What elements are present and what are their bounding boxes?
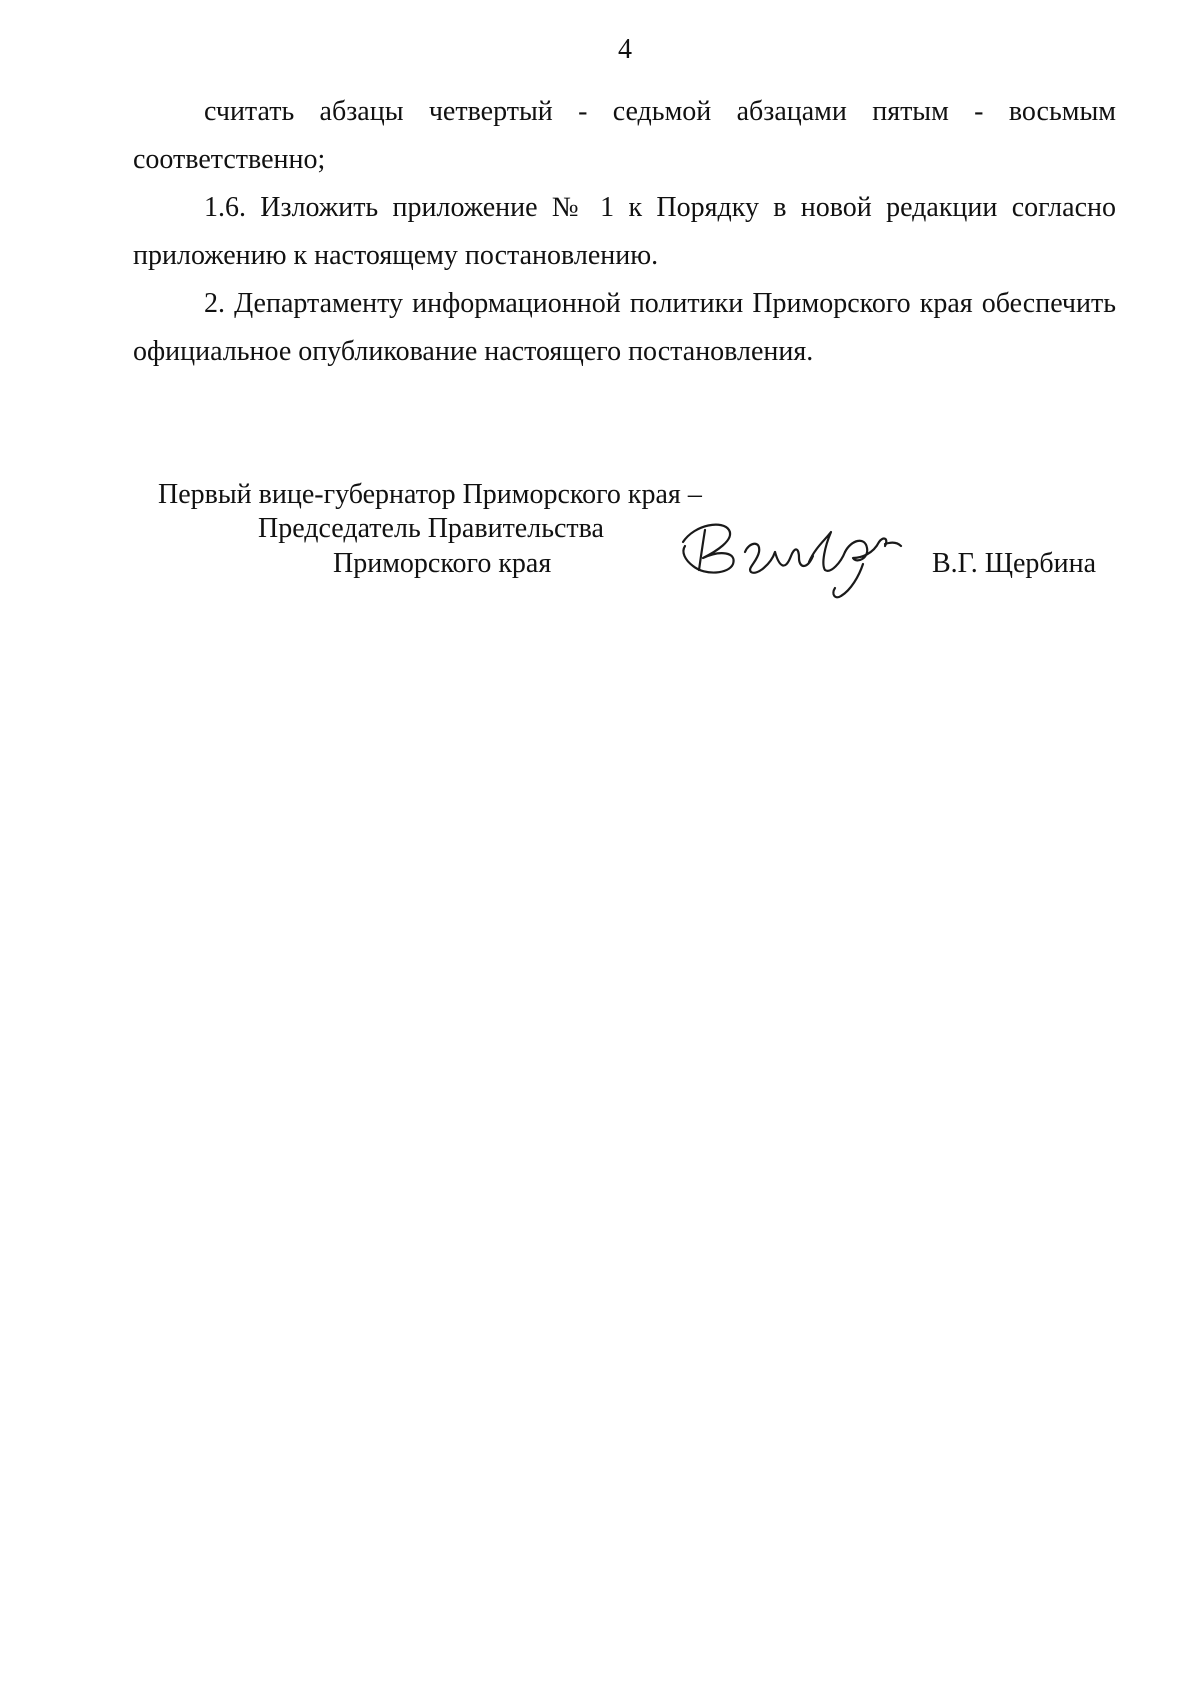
signer-title-line-1: Первый вице-губернатор Приморского края – [158, 479, 702, 510]
paragraph-1-6: 1.6. Изложить приложение № 1 к Порядку в новой редакции согласно приложению к настоящему постановлению. [133, 192, 1116, 271]
paragraph-renumbering: считать абзацы четвертый - седьмой абзацами пятым - восьмым соответственно; [133, 96, 1116, 175]
signature-strokes [683, 525, 901, 598]
signer-title-line-3: Приморского края [333, 548, 552, 579]
signer-name: В.Г. Щербина [932, 548, 1097, 579]
signature-block [0, 470, 1200, 610]
page-number: 4 [618, 34, 632, 65]
signer-title-line-2: Председатель Правительства [258, 513, 604, 544]
paragraph-2: 2. Департаменту информационной политики Приморского края обеспечить официальное опубликование настоящего постановления. [133, 288, 1116, 367]
handwritten-signature [675, 512, 915, 602]
document-body [133, 88, 1116, 376]
